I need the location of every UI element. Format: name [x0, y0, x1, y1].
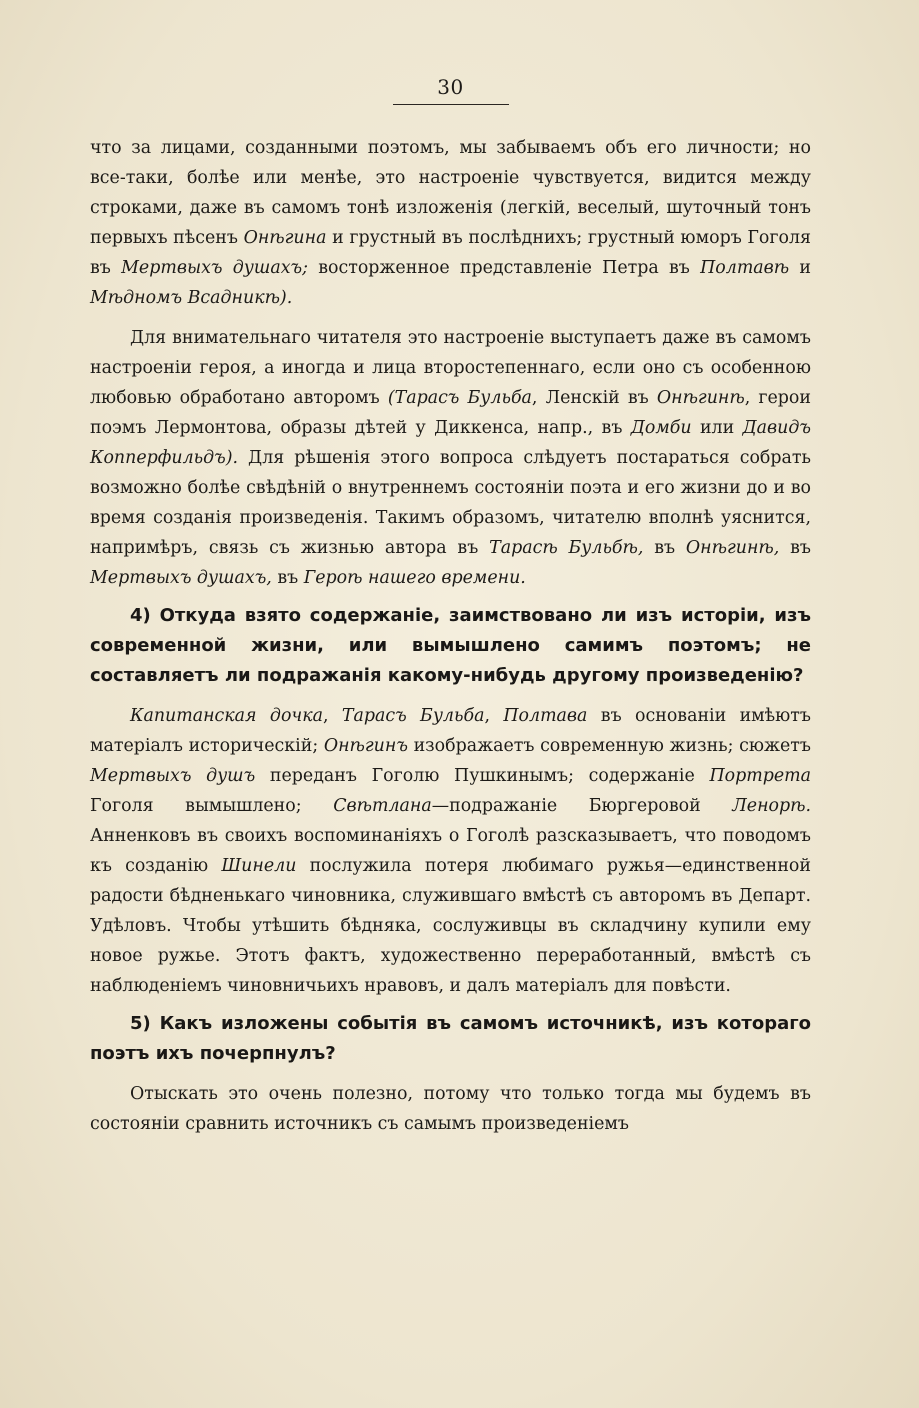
section-heading-4: 4) Откуда взято содержаніе, заимствовано ли изъ исторіи, изъ современной жизни, или вымышлено самимъ поэтомъ; не составляетъ ли подражанія какому-нибудь другому произведенію? — [90, 605, 811, 686]
page-number-rule — [393, 104, 509, 105]
text-run: —подражаніе Бюргеровой — [431, 796, 733, 816]
italic-title: Героѣ нашего времени. — [303, 568, 526, 588]
text-run: , — [322, 706, 342, 726]
text-run: и грустный въ послѣднихъ; грустный юморъ Гоголя въ — [90, 228, 811, 278]
italic-title: Полтава — [503, 706, 588, 726]
text-run: восторженное представленіе Петра въ — [307, 258, 701, 278]
italic-title: Мѣдномъ Всадникѣ). — [90, 288, 293, 308]
text-run: въ — [643, 538, 686, 558]
paragraph-1 — [90, 133, 811, 313]
italic-title: Тарасъ Бульба — [341, 706, 485, 726]
paragraph-3 — [90, 701, 811, 1001]
text-run: Для внимательнаго читателя это настроеніе выступаетъ даже въ самомъ настроеніи героя, а иногда и лица второстепеннаго, если оно съ особенною любовью обработано авторомъ — [90, 328, 811, 408]
text-run: переданъ Гоголю Пушкинымъ; содержаніе — [255, 766, 710, 786]
italic-title: Онѣгинѣ — [656, 388, 745, 408]
text-run: или — [691, 418, 743, 438]
text-run: въ основаніи имѣютъ матеріалъ историческій; — [90, 706, 811, 756]
text-run: въ — [779, 538, 811, 558]
section-heading-5: 5) Какъ изложены событія въ самомъ источникѣ, изъ котораго поэтъ ихъ почерпнулъ? — [90, 1013, 811, 1064]
italic-title: Мертвыхъ душахъ; — [121, 258, 308, 278]
text-run: , Ленскій въ — [531, 388, 657, 408]
text-run: Для рѣшенія этого вопроса слѣдуетъ постараться собрать возможно болѣе свѣдѣній о внутреннемъ состояніи поэта и его жизни до и во время созданія произведенія. Такимъ образомъ, читателю вполнѣ уяснится, напримѣръ, связь съ жизнью автора въ — [90, 448, 811, 558]
paragraph-4: Отыскать это очень полезно, потому что только тогда мы будемъ въ состояніи сравнить источникъ съ самымъ произведеніемъ — [90, 1084, 811, 1134]
italic-title: Тарасѣ Бульбѣ, — [489, 538, 644, 558]
text-run: что за лицами, созданными поэтомъ, мы забываемъ объ его личности; но все-таки, болѣе или менѣе, это настроеніе чувствуется, видится между строками, даже въ самомъ тонѣ изложенія (легкій, веселый, шуточный тонъ первыхъ пѣсенъ — [90, 138, 811, 248]
page-number: 30 — [437, 75, 464, 99]
italic-title: Капитанская дочка — [130, 706, 323, 726]
italic-title: (Тарасъ Бульба — [387, 388, 532, 408]
italic-title: Портрета — [709, 766, 811, 786]
text-run: и — [789, 258, 811, 278]
text-run: , — [484, 706, 504, 726]
italic-title: Давидъ Копперфильдъ). — [90, 418, 811, 468]
italic-title: Мертвыхъ душахъ, — [90, 568, 272, 588]
text-run: Анненковъ въ своихъ воспоминаніяхъ о Гоголѣ разсказываетъ, что поводомъ къ созданію — [90, 826, 811, 876]
italic-title: Онѣгина — [243, 228, 327, 248]
italic-title: Онѣгинъ — [323, 736, 408, 756]
italic-title: Онѣгинѣ, — [685, 538, 780, 558]
italic-title: Мертвыхъ душъ — [90, 766, 256, 786]
italic-title: Домби — [630, 418, 692, 438]
text-run: , герои поэмъ Лермонтова, образы дѣтей у Диккенса, напр., въ — [90, 388, 811, 438]
italic-title: Ленорѣ. — [732, 796, 811, 816]
italic-title: Свѣтлана — [333, 796, 432, 816]
text-run: послужила потеря любимаго ружья—единственной радости бѣдненькаго чиновника, служившаго вмѣстѣ съ авторомъ въ Департ. Удѣловъ. Чтобы утѣшить бѣдняка, сослуживцы въ складчину купили ему новое ружье. Этотъ фактъ, художественно переработанный, вмѣстѣ съ наблюденіемъ чиновничьихъ нравовъ, и далъ матеріалъ для повѣсти. — [90, 856, 811, 996]
paragraph-2 — [90, 323, 811, 593]
italic-title: Шинели — [221, 856, 297, 876]
text-run: въ — [271, 568, 304, 588]
text-run: изображаетъ современную жизнь; сюжетъ — [407, 736, 811, 756]
text-run: Гоголя вымышлено; — [90, 796, 334, 816]
italic-title: Полтавѣ — [700, 258, 790, 278]
